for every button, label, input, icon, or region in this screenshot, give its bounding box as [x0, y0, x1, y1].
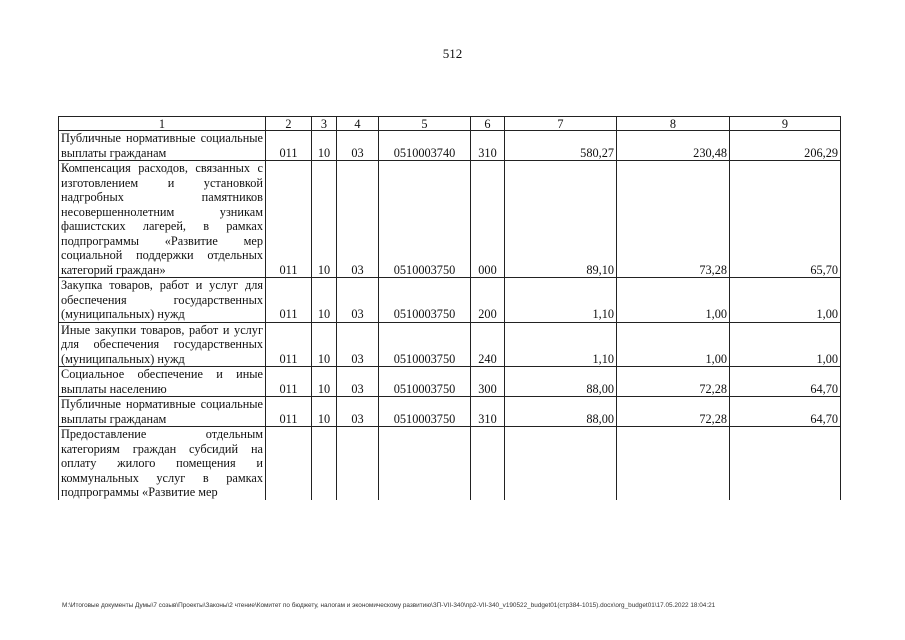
- cell-amount-col7: 88,00: [505, 397, 617, 427]
- cell-expense-type: 310: [471, 131, 505, 161]
- cell-amount-col8: [617, 427, 730, 500]
- header-col-6: 6: [471, 117, 505, 131]
- footer-file-path: M:\Итоговые документы Думы\7 созыв\Проекты\Законы\2 чтение\Комитет по бюджету, налогам и экономическому развитию\ЗП-VII-340\пр2-VII-340_v190522_budget01(стр384-1015).docx\org_budget01\17.05.2022 18:04:21: [62, 602, 716, 609]
- table-row: [59, 427, 841, 500]
- cell-subsection: 03: [337, 322, 379, 367]
- cell-amount-col9: 64,70: [730, 367, 841, 397]
- header-col-3: 3: [312, 117, 337, 131]
- cell-ministry: 011: [266, 161, 312, 278]
- cell-amount-col9: 1,00: [730, 278, 841, 323]
- header-col-5: 5: [379, 117, 471, 131]
- cell-section: 10: [312, 161, 337, 278]
- cell-section: 10: [312, 131, 337, 161]
- cell-section: 10: [312, 322, 337, 367]
- cell-amount-col8: 73,28: [617, 161, 730, 278]
- header-row: [59, 117, 841, 131]
- header-col-9: 9: [730, 117, 841, 131]
- cell-ministry: 011: [266, 367, 312, 397]
- table-row: [59, 278, 841, 323]
- row-name: Закупка товаров, работ и услуг для обеспечения государственных (муниципальных) нужд: [59, 278, 266, 323]
- cell-amount-col9: 206,29: [730, 131, 841, 161]
- cell-expense-type: 300: [471, 367, 505, 397]
- cell-expense-type: 240: [471, 322, 505, 367]
- cell-target-article: 0510003750: [379, 322, 471, 367]
- cell-amount-col8: 1,00: [617, 278, 730, 323]
- header-col-7: 7: [505, 117, 617, 131]
- cell-expense-type: 310: [471, 397, 505, 427]
- cell-amount-col7: 89,10: [505, 161, 617, 278]
- cell-expense-type: [471, 427, 505, 500]
- cell-ministry: [266, 427, 312, 500]
- table-row: [59, 131, 841, 161]
- cell-amount-col8: 1,00: [617, 322, 730, 367]
- cell-target-article: 0510003750: [379, 278, 471, 323]
- cell-target-article: 0510003750: [379, 367, 471, 397]
- table-row: [59, 397, 841, 427]
- cell-expense-type: 000: [471, 161, 505, 278]
- cell-subsection: 03: [337, 367, 379, 397]
- cell-expense-type: 200: [471, 278, 505, 323]
- cell-ministry: 011: [266, 131, 312, 161]
- cell-target-article: [379, 427, 471, 500]
- cell-amount-col7: 1,10: [505, 322, 617, 367]
- cell-amount-col7: 88,00: [505, 367, 617, 397]
- row-name: Публичные нормативные социальные выплаты гражданам: [59, 397, 266, 427]
- cell-subsection: 03: [337, 161, 379, 278]
- table-row: [59, 161, 841, 278]
- row-name: Социальное обеспечение и иные выплаты населению: [59, 367, 266, 397]
- table-row: [59, 367, 841, 397]
- cell-amount-col9: 64,70: [730, 397, 841, 427]
- cell-subsection: 03: [337, 278, 379, 323]
- cell-amount-col9: 1,00: [730, 322, 841, 367]
- cell-amount-col7: [505, 427, 617, 500]
- header-col-2: 2: [266, 117, 312, 131]
- cell-ministry: 011: [266, 397, 312, 427]
- cell-target-article: 0510003740: [379, 131, 471, 161]
- cell-amount-col7: 580,27: [505, 131, 617, 161]
- table-row: [59, 322, 841, 367]
- cell-amount-col7: 1,10: [505, 278, 617, 323]
- cell-ministry: 011: [266, 278, 312, 323]
- cell-amount-col8: 230,48: [617, 131, 730, 161]
- cell-subsection: 03: [337, 131, 379, 161]
- header-col-8: 8: [617, 117, 730, 131]
- cell-target-article: 0510003750: [379, 397, 471, 427]
- row-name: Компенсация расходов, связанных с изготовлением и установкой надгробных памятников несовершеннолетним узникам фашистских лагерей, в рамках подпрограммы «Развитие мер социальной поддержки отдельных категорий граждан»: [59, 161, 266, 278]
- cell-section: [312, 427, 337, 500]
- cell-subsection: [337, 427, 379, 500]
- budget-table: [58, 116, 841, 500]
- cell-amount-col8: 72,28: [617, 397, 730, 427]
- row-name: Публичные нормативные социальные выплаты гражданам: [59, 131, 266, 161]
- header-col-4: 4: [337, 117, 379, 131]
- cell-amount-col8: 72,28: [617, 367, 730, 397]
- row-name: Иные закупки товаров, работ и услуг для обеспечения государственных (муниципальных) нужд: [59, 322, 266, 367]
- cell-subsection: 03: [337, 397, 379, 427]
- cell-section: 10: [312, 397, 337, 427]
- cell-ministry: 011: [266, 322, 312, 367]
- cell-section: 10: [312, 367, 337, 397]
- cell-amount-col9: 65,70: [730, 161, 841, 278]
- cell-target-article: 0510003750: [379, 161, 471, 278]
- header-col-1: 1: [59, 117, 266, 131]
- cell-section: 10: [312, 278, 337, 323]
- page-number: 512: [442, 46, 463, 61]
- row-name: Предоставление отдельным категориям граждан субсидий на оплату жилого помещения и коммунальных услуг в рамках подпрограммы «Развитие мер: [59, 427, 266, 500]
- cell-amount-col9: [730, 427, 841, 500]
